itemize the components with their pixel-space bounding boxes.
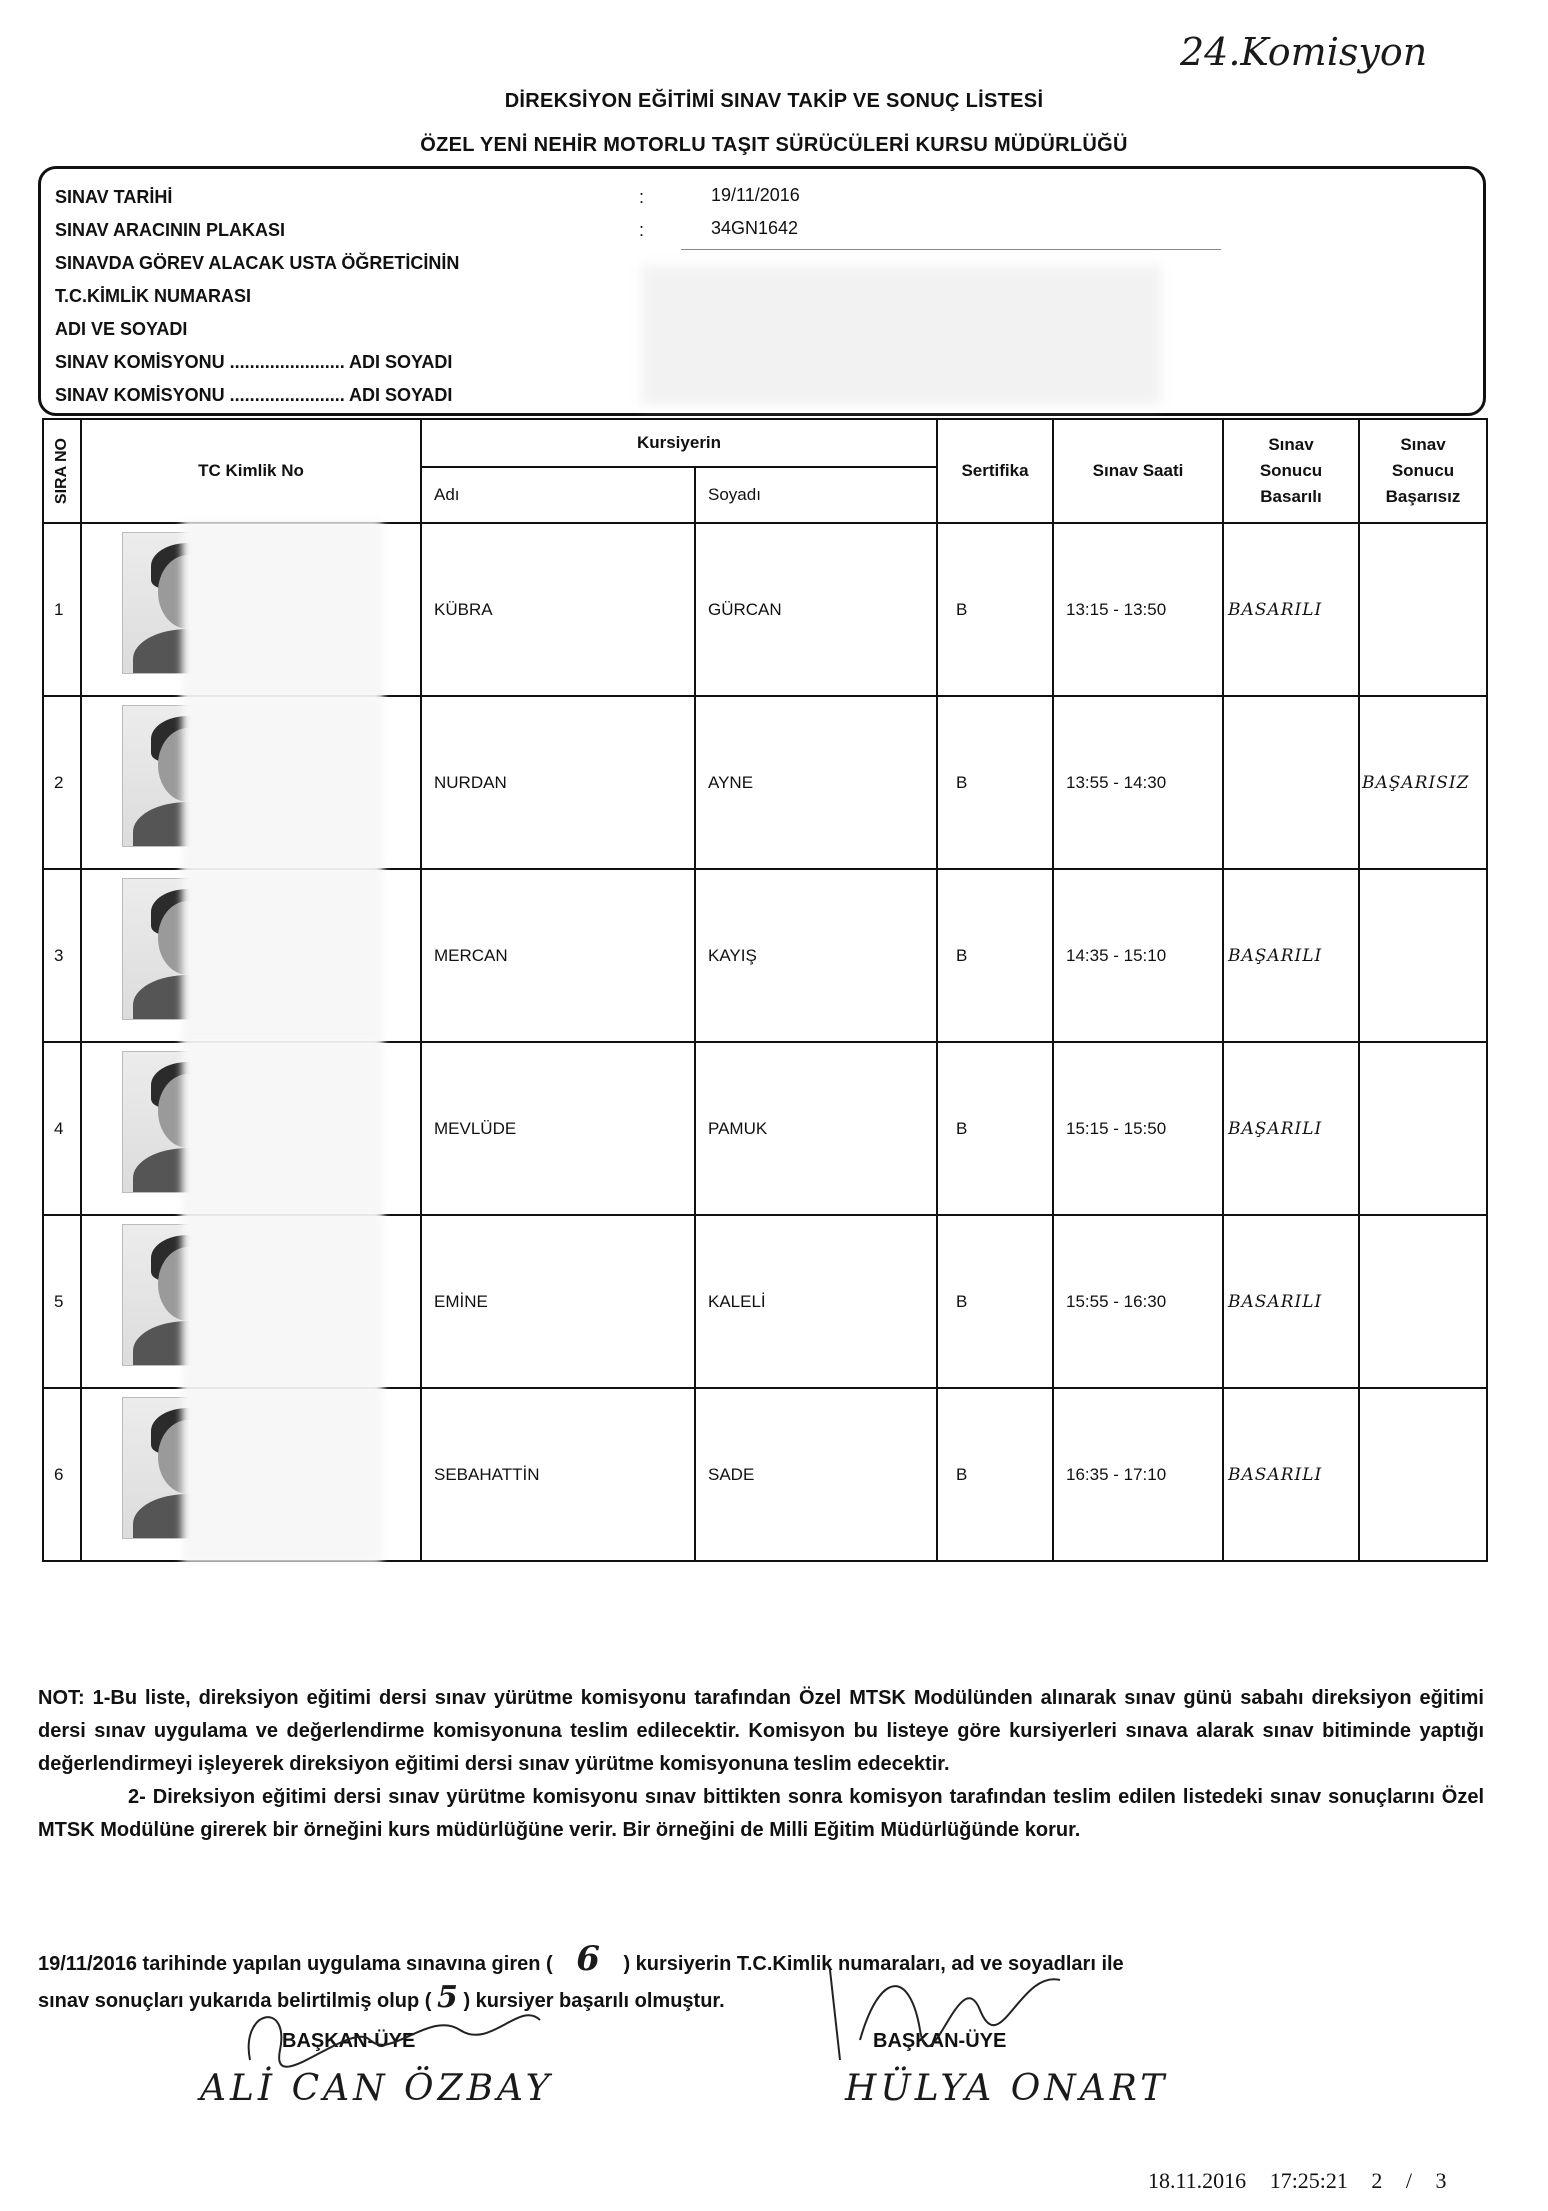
first-name: NURDAN	[421, 696, 695, 869]
redacted-tc-number	[182, 1212, 382, 1390]
name-surname-label: ADI VE SOYADI	[55, 319, 188, 339]
print-footer	[1148, 2168, 1447, 2194]
committee-label-2: SINAV KOMİSYONU ....................... ADI SOYADI	[55, 385, 453, 405]
photo-cell	[81, 1042, 421, 1215]
last-name: KALELİ	[695, 1215, 937, 1388]
header-tc: TC Kimlik No	[81, 419, 421, 523]
footer-time: 17:25:21	[1269, 2168, 1348, 2193]
table-header-row	[43, 419, 1487, 467]
vehicle-plate-value: 34GN1642	[711, 218, 799, 238]
summary-line-1	[38, 1939, 1484, 1981]
result-failed-handwritten: BAŞARISIZ	[1359, 696, 1487, 869]
row-number: 4	[43, 1042, 81, 1215]
table-row	[43, 1215, 1487, 1388]
first-name: EMİNE	[421, 1215, 695, 1388]
passed-count-handwritten: 5	[437, 1980, 458, 2015]
photo-cell	[81, 523, 421, 696]
certificate-class: B	[937, 1215, 1053, 1388]
header-basarisiz	[1359, 419, 1487, 523]
divider	[681, 249, 1221, 250]
header-basarili-line1: Sınav	[1268, 435, 1314, 454]
header-basarili-line2: Sonucu	[1259, 461, 1323, 480]
result-passed-handwritten: BASARILI	[1223, 523, 1359, 696]
photo-cell	[81, 696, 421, 869]
document-title: DİREKSİYON EĞİTİMİ SINAV TAKİP VE SONUÇ LİSTESİ	[504, 90, 1044, 112]
vehicle-plate-label: SINAV ARACININ PLAKASI	[55, 220, 286, 240]
exam-date-label: SINAV TARİHİ	[55, 187, 173, 207]
corner-handwritten-note: 24.Komisyon	[1180, 30, 1428, 74]
footer-date: 18.11.2016	[1148, 2168, 1247, 2193]
left-signature-role: BAŞKAN-ÜYE	[282, 2030, 416, 2052]
header-basarisiz-line1: Sınav	[1400, 435, 1446, 454]
summary-text-2: ) kursiyerin T.C.Kimlik numaraları, ad ve soyadları ile	[623, 1953, 1124, 1975]
first-name: KÜBRA	[421, 523, 695, 696]
header-basarisiz-line3: Başarısız	[1385, 487, 1461, 506]
notes-section	[38, 1682, 1484, 1847]
certificate-class: B	[937, 523, 1053, 696]
summary-text-3: sınav sonuçları yukarıda belirtilmiş olup (	[38, 1990, 432, 2012]
right-signature-name: HÜLYA ONART	[845, 2068, 1169, 2109]
header-basarisiz-line2: Sonucu	[1391, 461, 1455, 480]
header-sinav-saati: Sınav Saati	[1053, 419, 1223, 523]
result-failed-handwritten	[1359, 523, 1487, 696]
photo-cell	[81, 1388, 421, 1561]
result-passed-handwritten: BASARILI	[1223, 1388, 1359, 1561]
header-basarili-line3: Basarılı	[1260, 487, 1322, 506]
exam-date-value: 19/11/2016	[711, 185, 800, 205]
colon: :	[639, 220, 645, 240]
result-failed-handwritten	[1359, 1388, 1487, 1561]
header-adi: Adı	[421, 467, 695, 523]
note-paragraph-1: NOT: 1-Bu liste, direksiyon eğitimi dersi sınav yürütme komisyonu tarafından Özel MTSK Modülünden alınarak sınav günü sabahı direksiyon eğitimi dersi sınav uygulama ve değerlendirme komisyonuna teslim edilecektir. Komisyon bu listeye göre kursiyerleri sınava alarak sınav bitiminde yaptığı değerlendirmeyi işleyerek direksiyon eğitimi dersi sınav yürütme komisyonuna teslim edecektir.	[38, 1687, 1484, 1775]
exam-time: 16:35 - 17:10	[1053, 1388, 1223, 1561]
table-row	[43, 696, 1487, 869]
row-number: 5	[43, 1215, 81, 1388]
header-soyadi: Soyadı	[695, 467, 937, 523]
colon: :	[639, 187, 645, 207]
first-name: SEBAHATTİN	[421, 1388, 695, 1561]
result-passed-handwritten: BAŞARILI	[1223, 869, 1359, 1042]
instructor-label: SINAVDA GÖREV ALACAK USTA ÖĞRETİCİNİN	[55, 253, 460, 273]
certificate-class: B	[937, 869, 1053, 1042]
summary-text-4: ) kursiyer başarılı olmuştur.	[463, 1990, 725, 2012]
row-number: 3	[43, 869, 81, 1042]
exam-results-table	[42, 418, 1488, 1562]
table-row	[43, 523, 1487, 696]
left-signature-name: ALİ CAN ÖZBAY	[200, 2068, 554, 2109]
exam-time: 14:35 - 15:10	[1053, 869, 1223, 1042]
redacted-tc-number	[182, 520, 382, 698]
last-name: GÜRCAN	[695, 523, 937, 696]
last-name: KAYIŞ	[695, 869, 937, 1042]
total-count-handwritten: 6	[576, 1939, 600, 1979]
exam-time: 15:15 - 15:50	[1053, 1042, 1223, 1215]
row-number: 1	[43, 523, 81, 696]
certificate-class: B	[937, 1388, 1053, 1561]
photo-cell	[81, 1215, 421, 1388]
row-number: 2	[43, 696, 81, 869]
result-failed-handwritten	[1359, 1042, 1487, 1215]
result-passed-handwritten	[1223, 696, 1359, 869]
table-row	[43, 1388, 1487, 1561]
table-row	[43, 1042, 1487, 1215]
redacted-tc-number	[182, 1039, 382, 1217]
row-number: 6	[43, 1388, 81, 1561]
result-failed-handwritten	[1359, 1215, 1487, 1388]
footer-page: 2 / 3	[1371, 2168, 1447, 2193]
redacted-tc-number	[182, 866, 382, 1044]
result-failed-handwritten	[1359, 869, 1487, 1042]
header-sira-no: SIRA NO	[53, 437, 70, 505]
certificate-class: B	[937, 1042, 1053, 1215]
note-paragraph-2: 2- Direksiyon eğitimi dersi sınav yürütme komisyonu sınav bittikten sonra komisyon tarafından teslim edilen listedeki sınav sonuçlarını Özel MTSK Modülüne girerek bir örneğini kurs müdürlüğüne verir. Bir örneğini de Milli Eğitim Müdürlüğünde korur.	[38, 1786, 1484, 1841]
exam-info-box	[38, 166, 1486, 416]
photo-cell	[81, 869, 421, 1042]
first-name: MERCAN	[421, 869, 695, 1042]
first-name: MEVLÜDE	[421, 1042, 695, 1215]
header-basarili	[1223, 419, 1359, 523]
summary-text-1: 19/11/2016 tarihinde yapılan uygulama sınavına giren (	[38, 1953, 553, 1975]
left-signature-scribble	[230, 1990, 560, 2080]
exam-time: 15:55 - 16:30	[1053, 1215, 1223, 1388]
tc-number-label: T.C.KİMLİK NUMARASI	[55, 286, 251, 306]
last-name: SADE	[695, 1388, 937, 1561]
right-signature-role: BAŞKAN-ÜYE	[873, 2030, 1007, 2052]
certificate-class: B	[937, 696, 1053, 869]
result-passed-handwritten: BASARILI	[1223, 1215, 1359, 1388]
table-row	[43, 869, 1487, 1042]
last-name: PAMUK	[695, 1042, 937, 1215]
exam-time: 13:55 - 14:30	[1053, 696, 1223, 869]
redacted-tc-number	[182, 1385, 382, 1563]
redacted-area	[641, 265, 1161, 405]
institution-title: ÖZEL YENİ NEHİR MOTORLU TAŞIT SÜRÜCÜLERİ KURSU MÜDÜRLÜĞÜ	[420, 134, 1128, 156]
header-kursiyerin: Kursiyerin	[421, 419, 937, 467]
last-name: AYNE	[695, 696, 937, 869]
redacted-tc-number	[182, 693, 382, 871]
right-signature-scribble	[820, 1950, 1080, 2070]
committee-label-1: SINAV KOMİSYONU ....................... ADI SOYADI	[55, 352, 453, 372]
result-passed-handwritten: BAŞARILI	[1223, 1042, 1359, 1215]
exam-time: 13:15 - 13:50	[1053, 523, 1223, 696]
header-sertifika: Sertifika	[937, 419, 1053, 523]
